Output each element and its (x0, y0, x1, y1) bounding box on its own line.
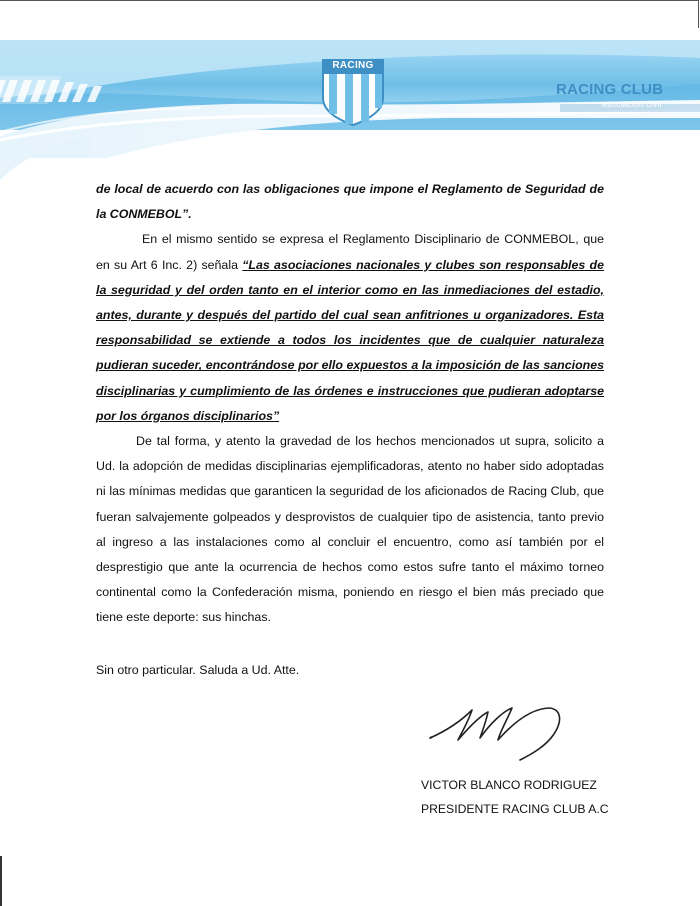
brand-subtitle: asociación civil (602, 100, 662, 109)
continuation-paragraph: de local de acuerdo con las obligaciones que impone el Reglamento de Seguridad de la CONMEBOL”. (96, 182, 604, 222)
signer-title: PRESIDENTE RACING CLUB A.C (421, 802, 609, 816)
regulation-quote: “Las asociaciones nacionales y clubes son responsables de la seguridad y del orden tanto en el interior como en las inmediaciones del estadio, antes, durante y después del partido del cual sean anfitriones u organizadores. Esta responsabilidad se extiende a todos los incidentes que de cualquier naturaleza pudieran suceder, encontrándose por ello expuestos a la imposición de las sanciones disciplinarias y cumplimiento de las órdenes e instrucciones que pudieran adoptarse por los órganos disciplinarios” (96, 257, 604, 423)
signer-block (421, 773, 609, 821)
handwritten-signature (428, 700, 568, 764)
page-right-border (698, 0, 699, 28)
shield-logo-text: RACING (332, 60, 374, 71)
page-left-border (0, 856, 2, 906)
closing-line: Sin otro particular. Saluda a Ud. Atte. (96, 663, 300, 677)
brand-name: RACING CLUB (556, 81, 664, 98)
request-paragraph: De tal forma, y atento la gravedad de los hechos mencionados ut supra, solicito a Ud. la adopción de medidas disciplinarias ejemplificadoras, atento no haber sido adoptadas ni las mínimas medidas que garanticen la seguridad de los aficionados de Racing Club, que fueran salvajemente golpeados y desprovistos de cualquier tipo de asistencia, tanto previo al ingreso a las instalaciones como al concluir el encuentro, como así también por el desprestigio que ante la ocurrencia de hechos como estos sufre tanto el máximo torneo continental como la Confederación misma, poniendo en riesgo el bien más preciado que tiene este deporte: sus hinchas. (96, 434, 604, 625)
letter-body (96, 177, 604, 631)
page-top-border (0, 0, 698, 1)
signer-name: VICTOR BLANCO RODRIGUEZ (421, 778, 597, 792)
regulation-paragraph (96, 227, 604, 429)
regulation-intro: En el mismo sentido se expresa el Reglamento Disciplinario de CONMEBOL, que en su Art 6 Inc. 2) señala (96, 232, 604, 272)
